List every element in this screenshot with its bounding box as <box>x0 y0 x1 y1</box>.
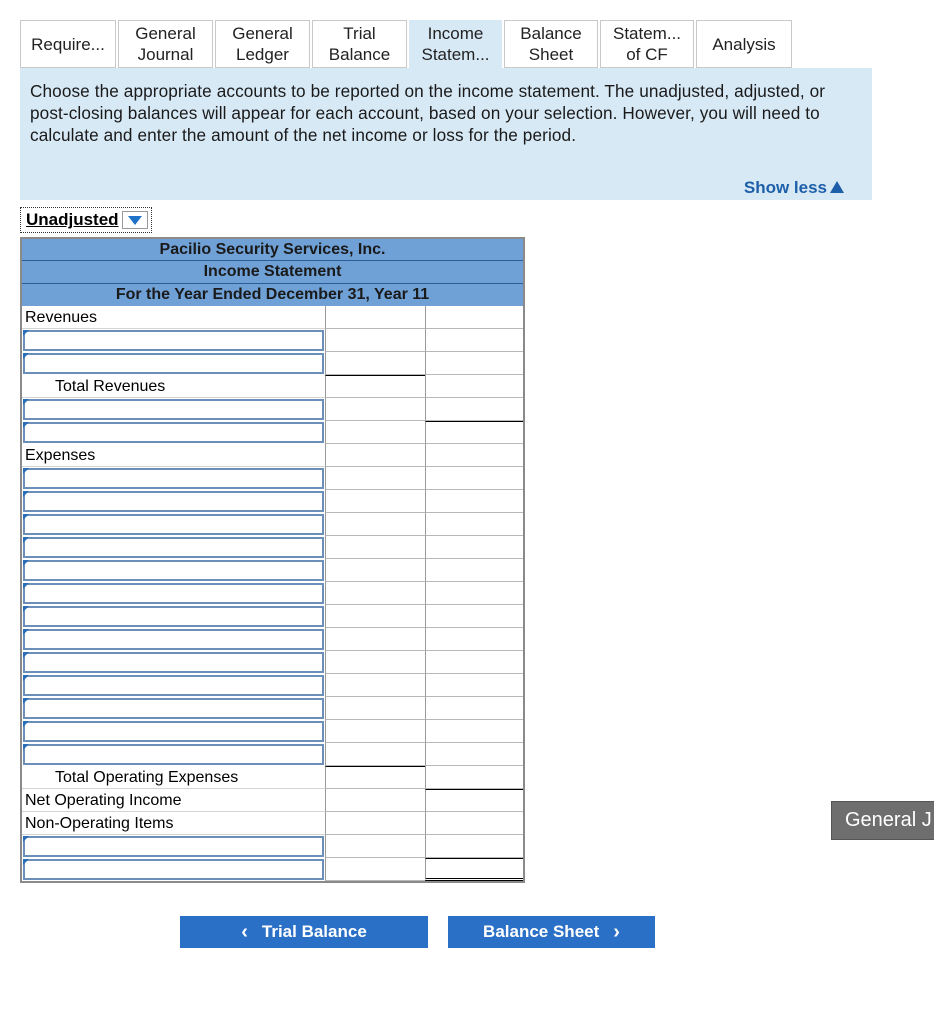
total-cell[interactable] <box>425 582 523 605</box>
total-cell[interactable] <box>425 651 523 674</box>
account-select[interactable] <box>22 743 325 766</box>
show-less-label: Show less <box>743 178 827 197</box>
account-select[interactable] <box>22 329 325 352</box>
chevron-right-icon: › <box>613 920 620 943</box>
amount-cell[interactable] <box>325 513 425 536</box>
tab-income-statement[interactable]: Income Statem... <box>409 20 502 68</box>
general-journal-label: General J <box>845 809 932 831</box>
table-row <box>22 352 523 375</box>
total-cell[interactable] <box>425 766 523 789</box>
tab-required[interactable]: Require... <box>20 20 116 68</box>
amount-cell[interactable] <box>325 536 425 559</box>
dropdown-button[interactable] <box>122 211 148 229</box>
table-row <box>22 697 523 720</box>
balance-type-select[interactable] <box>20 207 152 233</box>
amount-cell[interactable] <box>325 674 425 697</box>
prev-button-label: Trial Balance <box>261 922 367 941</box>
table-row <box>22 536 523 559</box>
instructions-panel <box>20 68 872 200</box>
total-cell[interactable] <box>425 536 523 559</box>
account-select[interactable] <box>22 398 325 421</box>
amount-cell[interactable] <box>325 858 425 881</box>
expenses-label: Expenses <box>22 444 325 467</box>
company-name: Pacilio Security Services, Inc. <box>22 237 523 260</box>
table-row <box>22 421 523 444</box>
tab-statement-of-cf[interactable]: Statem... of CF <box>600 20 694 68</box>
table-row <box>22 398 523 421</box>
total-cell[interactable] <box>425 835 523 858</box>
total-cell[interactable] <box>425 421 523 444</box>
total-cell[interactable] <box>425 720 523 743</box>
table-row <box>22 329 523 352</box>
table-row <box>22 789 523 812</box>
total-cell[interactable] <box>425 444 523 467</box>
amount-cell[interactable] <box>325 375 425 398</box>
account-select[interactable] <box>22 536 325 559</box>
total-cell[interactable] <box>425 628 523 651</box>
amount-cell[interactable] <box>325 628 425 651</box>
amount-cell[interactable] <box>325 651 425 674</box>
account-select[interactable] <box>22 835 325 858</box>
table-row <box>22 674 523 697</box>
amount-cell[interactable] <box>325 421 425 444</box>
table-row <box>22 444 523 467</box>
tab-balance-sheet[interactable]: Balance Sheet <box>504 20 598 68</box>
amount-cell[interactable] <box>325 329 425 352</box>
amount-cell[interactable] <box>325 835 425 858</box>
total-cell[interactable] <box>425 513 523 536</box>
table-row <box>22 306 523 329</box>
total-cell[interactable] <box>425 352 523 375</box>
show-less-link[interactable] <box>744 178 844 198</box>
total-cell[interactable] <box>425 789 523 812</box>
instructions-text: Choose the appropriate accounts to be reported on the income statement. The unadjusted, adjusted, or post-closing balances will appear for each account, based on your selection. However, you will need to calculate and enter the amount of the net income or loss for the period. <box>30 81 826 145</box>
tab-bar <box>20 20 794 68</box>
amount-cell[interactable] <box>325 352 425 375</box>
next-button-label: Balance Sheet <box>483 922 600 941</box>
total-cell[interactable] <box>425 398 523 421</box>
amount-cell[interactable] <box>325 720 425 743</box>
net-operating-income-label: Net Operating Income <box>22 789 325 812</box>
total-cell[interactable] <box>425 306 523 329</box>
amount-cell[interactable] <box>325 398 425 421</box>
statement-title: Income Statement <box>22 260 523 283</box>
table-row <box>22 628 523 651</box>
balance-type-value: Unadjusted <box>26 210 119 229</box>
total-cell[interactable] <box>425 812 523 835</box>
table-row <box>22 559 523 582</box>
account-select[interactable] <box>22 651 325 674</box>
table-row <box>22 766 523 789</box>
total-cell[interactable] <box>425 743 523 766</box>
table-row <box>22 743 523 766</box>
amount-cell[interactable] <box>325 559 425 582</box>
net-income-cell[interactable] <box>425 858 523 881</box>
amount-cell[interactable] <box>325 697 425 720</box>
total-cell[interactable] <box>425 697 523 720</box>
triangle-up-icon <box>830 181 844 193</box>
amount-cell[interactable] <box>325 789 425 812</box>
table-row <box>22 375 523 398</box>
amount-cell[interactable] <box>325 605 425 628</box>
total-cell[interactable] <box>425 375 523 398</box>
amount-cell[interactable] <box>325 306 425 329</box>
table-row <box>22 720 523 743</box>
tab-trial-balance[interactable]: Trial Balance <box>312 20 407 68</box>
total-revenues-label: Total Revenues <box>22 375 325 398</box>
prev-trial-balance-button[interactable] <box>180 916 428 948</box>
total-cell[interactable] <box>425 467 523 490</box>
account-select[interactable] <box>22 720 325 743</box>
statement-period: For the Year Ended December 31, Year 11 <box>22 283 523 306</box>
total-cell[interactable] <box>425 674 523 697</box>
amount-cell[interactable] <box>325 467 425 490</box>
account-select[interactable] <box>22 467 325 490</box>
account-select[interactable] <box>22 628 325 651</box>
total-cell[interactable] <box>425 605 523 628</box>
account-select[interactable] <box>22 421 325 444</box>
tab-general-journal[interactable]: General Journal <box>118 20 213 68</box>
amount-cell[interactable] <box>325 582 425 605</box>
table-row <box>22 490 523 513</box>
account-select[interactable] <box>22 490 325 513</box>
total-cell[interactable] <box>425 490 523 513</box>
income-statement-table <box>20 237 525 883</box>
tab-general-ledger[interactable]: General Ledger <box>215 20 310 68</box>
non-operating-items-label: Non-Operating Items <box>22 812 325 835</box>
account-select[interactable] <box>22 697 325 720</box>
table-row <box>22 651 523 674</box>
table-row <box>22 467 523 490</box>
account-select[interactable] <box>22 352 325 375</box>
amount-cell[interactable] <box>325 490 425 513</box>
table-row <box>22 835 523 858</box>
account-select[interactable] <box>22 559 325 582</box>
table-row <box>22 858 523 881</box>
total-cell[interactable] <box>425 559 523 582</box>
account-select[interactable] <box>22 513 325 536</box>
revenues-label: Revenues <box>22 306 325 329</box>
total-cell[interactable] <box>425 329 523 352</box>
amount-cell[interactable] <box>325 766 425 789</box>
amount-cell[interactable] <box>325 444 425 467</box>
table-row <box>22 605 523 628</box>
next-balance-sheet-button[interactable] <box>448 916 655 948</box>
chevron-down-icon <box>128 216 142 225</box>
table-row <box>22 513 523 536</box>
account-select[interactable] <box>22 674 325 697</box>
tab-analysis[interactable]: Analysis <box>696 20 792 68</box>
chevron-left-icon: ‹ <box>241 920 248 943</box>
total-operating-expenses-label: Total Operating Expenses <box>22 766 325 789</box>
amount-cell[interactable] <box>325 743 425 766</box>
account-select[interactable] <box>22 858 325 881</box>
table-row <box>22 812 523 835</box>
account-select[interactable] <box>22 582 325 605</box>
table-row <box>22 582 523 605</box>
general-journal-button[interactable] <box>831 801 934 840</box>
account-select[interactable] <box>22 605 325 628</box>
amount-cell[interactable] <box>325 812 425 835</box>
